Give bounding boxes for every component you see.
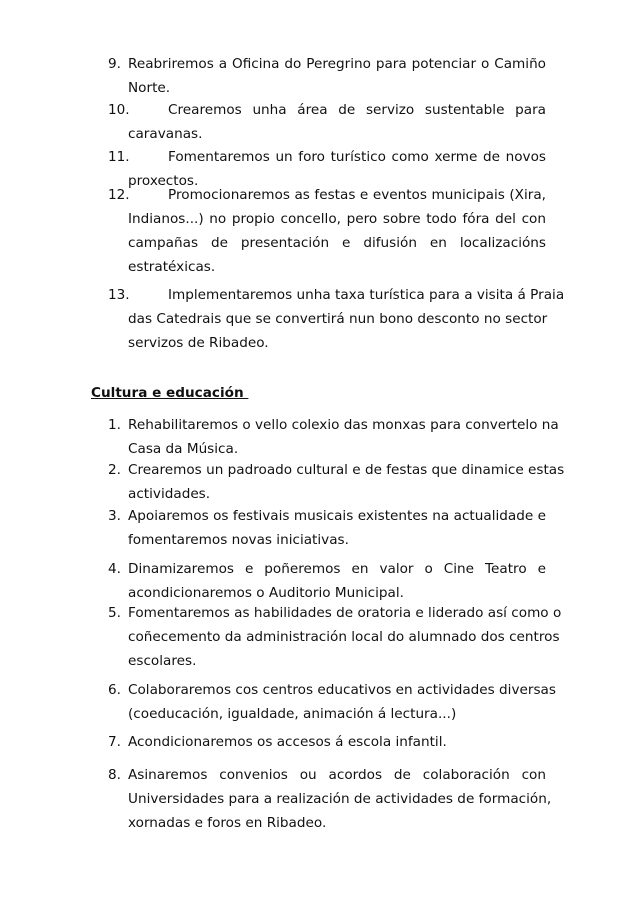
list-item xyxy=(108,458,565,506)
list-item xyxy=(108,557,546,605)
item-text-line: xornadas e foros en Ribadeo. xyxy=(128,815,327,831)
list-item xyxy=(108,730,546,754)
list-item xyxy=(108,413,559,461)
item-text-line: Promocionaremos as festas e eventos municipais (Xira, xyxy=(168,187,546,203)
list-item xyxy=(108,183,546,279)
item-text-line: Casa da Música. xyxy=(128,441,239,457)
item-text-line: Fomentaremos as habilidades de oratoria e liderado así como o xyxy=(128,605,562,621)
list-item xyxy=(108,283,565,355)
item-number: 9. xyxy=(108,56,121,72)
item-text-line: Crearemos un padroado cultural e de festas que dinamice estas xyxy=(128,462,565,478)
item-text-line: Indianos...) no propio concello, pero sobre todo fóra del con xyxy=(128,211,546,227)
item-text-line: acondicionaremos o Auditorio Municipal. xyxy=(128,585,404,601)
item-text-line: Crearemos unha área de servizo sustentable para xyxy=(168,102,546,118)
item-text-line: Rehabilitaremos o vello colexio das monxas para convertelo na xyxy=(128,417,559,433)
item-text-line: servizos de Ribadeo. xyxy=(128,335,269,351)
section-heading: Cultura e educación xyxy=(91,385,249,401)
item-number: 4. xyxy=(108,561,121,577)
item-text-line: estratéxicas. xyxy=(128,259,216,275)
item-text-line: Colaboraremos cos centros educativos en actividades diversas xyxy=(128,682,556,698)
item-number: 6. xyxy=(108,682,121,698)
list-item xyxy=(108,504,546,552)
item-number: 1. xyxy=(108,417,121,433)
item-text-line: Asinaremos convenios ou acordos de colaboración con xyxy=(128,767,546,783)
item-text-line: Apoiaremos os festivais musicais existentes na actualidade e xyxy=(128,508,546,524)
list-item xyxy=(108,763,552,835)
item-text-line: escolares. xyxy=(128,653,197,669)
item-text-line: actividades. xyxy=(128,486,211,502)
item-number: 5. xyxy=(108,605,121,621)
item-text-line: Reabriremos a Oficina do Peregrino para potenciar o Camiño xyxy=(128,56,546,72)
item-text-line: caravanas. xyxy=(128,126,203,142)
item-text-line: (coeducación, igualdade, animación á lectura...) xyxy=(128,706,457,722)
item-number: 2. xyxy=(108,462,121,478)
item-text-line: coñecemento da administración local do alumnado dos centros xyxy=(128,629,560,645)
item-number: 7. xyxy=(108,734,121,750)
item-text-line: Universidades para a realización de actividades de formación, xyxy=(128,791,552,807)
list-item xyxy=(108,601,562,673)
item-text-line: Norte. xyxy=(128,80,171,96)
item-number: 13. xyxy=(108,287,130,303)
list-item xyxy=(108,98,546,146)
item-text-line: campañas de presentación e difusión en localizacións xyxy=(128,235,546,251)
item-number: 8. xyxy=(108,767,121,783)
item-number: 11. xyxy=(108,149,130,165)
item-text-line: fomentaremos novas iniciativas. xyxy=(128,532,349,548)
item-text-line: Acondicionaremos os accesos á escola infantil. xyxy=(128,734,447,750)
item-number: 10. xyxy=(108,102,130,118)
item-text-line: das Catedrais que se convertirá nun bono desconto no sector xyxy=(128,311,548,327)
item-text-line: Dinamizaremos e poñeremos en valor o Cine Teatro e xyxy=(128,561,546,577)
list-item xyxy=(108,678,556,726)
item-text-line: proxectos. xyxy=(128,173,199,189)
item-number: 3. xyxy=(108,508,121,524)
item-text-line: Implementaremos unha taxa turística para a visita á Praia xyxy=(168,287,565,303)
list-item xyxy=(108,52,546,100)
item-text-line: Fomentaremos un foro turístico como xerme de novos xyxy=(168,149,546,165)
item-number: 12. xyxy=(108,187,130,203)
